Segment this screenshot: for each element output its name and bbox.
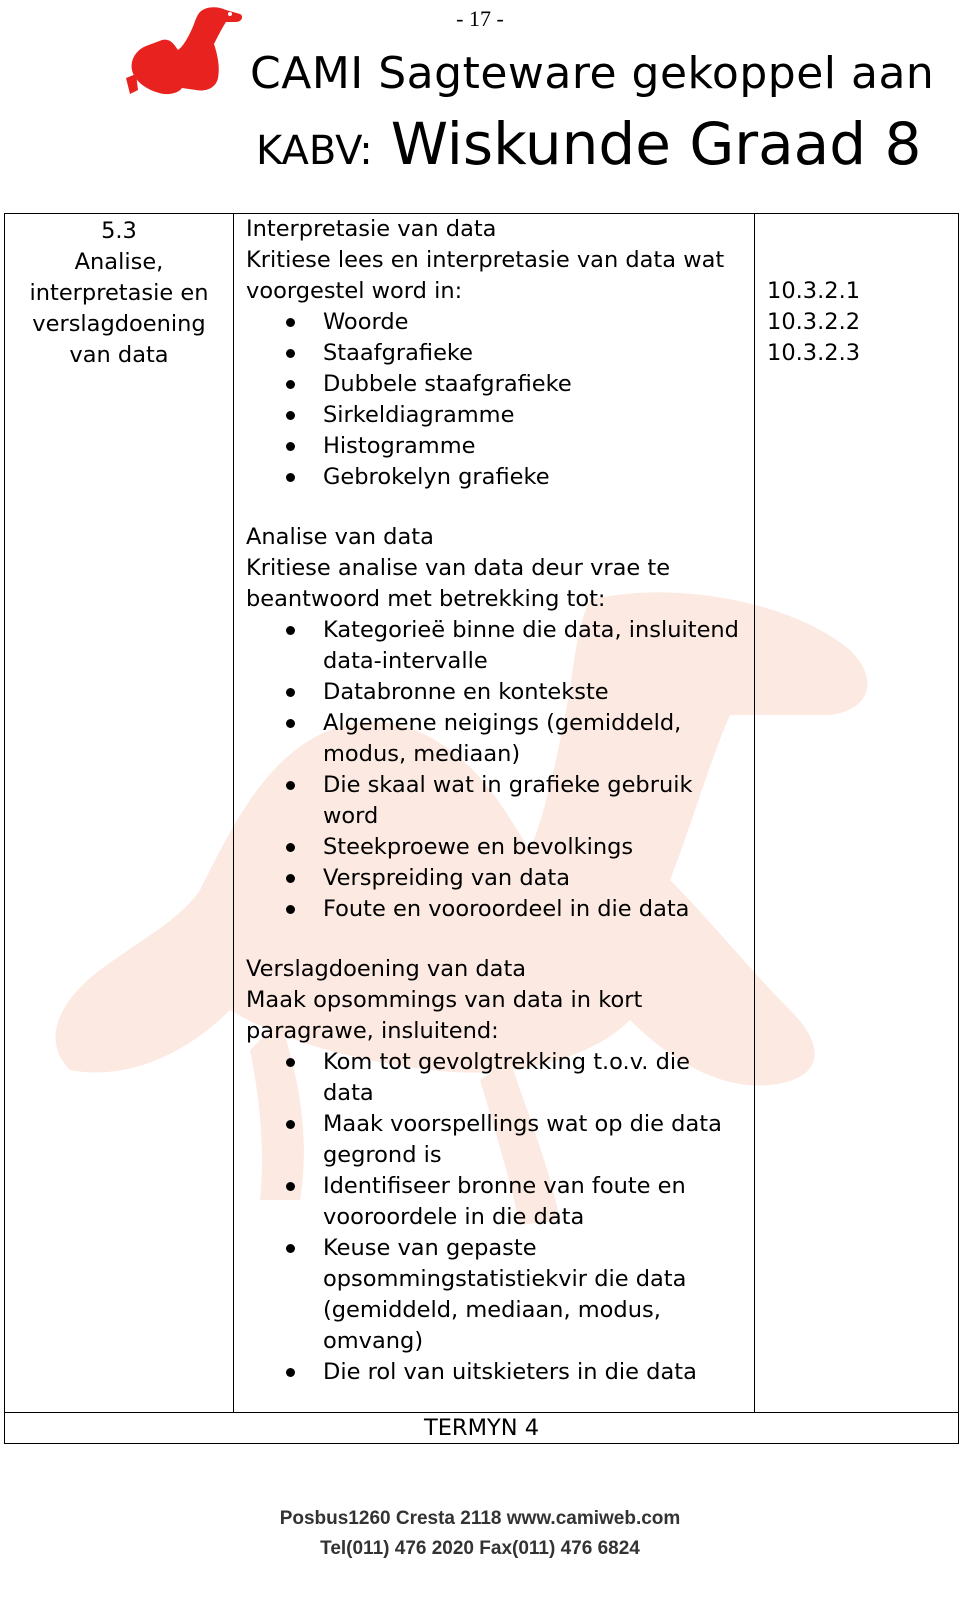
list-item-text: Woorde xyxy=(323,309,409,335)
bullet-dot-icon xyxy=(286,380,295,389)
list-item xyxy=(246,708,746,770)
topic-number: 5.3 xyxy=(101,218,137,244)
list-item-text: Algemene neigings (gemiddeld, modus, mediaan) xyxy=(323,710,682,767)
section-intro: Kritiese analise van data deur vrae te beantwoord met betrekking tot: xyxy=(246,555,671,612)
topic-row xyxy=(5,214,959,1413)
list-item xyxy=(246,400,746,431)
bullet-dot-icon xyxy=(286,473,295,482)
bullet-dot-icon xyxy=(286,1058,295,1067)
bullet-dot-icon xyxy=(286,318,295,327)
term-label: TERMYN 4 xyxy=(5,1413,959,1444)
bullet-dot-icon xyxy=(286,626,295,635)
content-cell xyxy=(234,214,755,1413)
list-item-text: Die skaal wat in grafieke gebruik word xyxy=(323,772,693,829)
list-item xyxy=(246,1233,746,1357)
list-item xyxy=(246,307,746,338)
bullet-list xyxy=(246,307,746,493)
document-title-line2 xyxy=(256,110,921,178)
list-item-text: Identifiseer bronne van foute en vooroordele in die data xyxy=(323,1173,686,1230)
section-analysis xyxy=(246,522,746,925)
bullet-dot-icon xyxy=(286,349,295,358)
list-item-text: Staafgrafieke xyxy=(323,340,474,366)
section-heading: Interpretasie van data xyxy=(246,216,497,242)
bullet-dot-icon xyxy=(286,1368,295,1377)
list-item xyxy=(246,1357,746,1388)
bullet-dot-icon xyxy=(286,1244,295,1253)
bullet-dot-icon xyxy=(286,905,295,914)
list-item xyxy=(246,894,746,925)
list-item-text: Verspreiding van data xyxy=(323,865,571,891)
list-item-text: Die rol van uitskieters in die data xyxy=(323,1359,697,1385)
bullet-dot-icon xyxy=(286,719,295,728)
list-item xyxy=(246,462,746,493)
list-item-text: Kategorieë binne die data, insluitend data-intervalle xyxy=(323,617,739,674)
section-intro: Kritiese lees en interpretasie van data wat voorgestel word in: xyxy=(246,247,725,304)
bullet-dot-icon xyxy=(286,1120,295,1129)
list-item-text: Histogramme xyxy=(323,433,476,459)
bullet-dot-icon xyxy=(286,688,295,697)
list-item xyxy=(246,615,746,677)
bullet-dot-icon xyxy=(286,843,295,852)
list-item xyxy=(246,338,746,369)
list-item-text: Sirkeldiagramme xyxy=(323,402,515,428)
bullet-list xyxy=(246,1047,746,1388)
list-item xyxy=(246,1047,746,1109)
list-item-text: Foute en vooroordeel in die data xyxy=(323,896,690,922)
list-item-text: Dubbele staafgrafieke xyxy=(323,371,572,397)
bullet-dot-icon xyxy=(286,781,295,790)
footer-contact: Tel(011) 476 2020 Fax(011) 476 6824 xyxy=(320,1538,640,1559)
list-item xyxy=(246,832,746,863)
footer-address: Posbus1260 Cresta 2118 www.camiweb.com xyxy=(279,1508,681,1529)
curriculum-reference: 10.3.2.1 xyxy=(767,278,861,304)
list-item-text: Maak voorspellings wat op die data gegrond is xyxy=(323,1111,722,1168)
camel-logo-icon xyxy=(122,4,250,98)
list-item xyxy=(246,369,746,400)
list-item-text: Databronne en kontekste xyxy=(323,679,609,705)
list-item xyxy=(246,431,746,462)
list-item xyxy=(246,1109,746,1171)
document-title-line1: CAMI Sagteware gekoppel aan xyxy=(250,48,935,99)
section-interpretation xyxy=(246,214,746,493)
page-number: - 17 - xyxy=(456,6,504,31)
bullet-dot-icon xyxy=(286,442,295,451)
curriculum-reference: 10.3.2.3 xyxy=(767,340,861,366)
topic-line: Analise, xyxy=(74,249,164,275)
section-reporting xyxy=(246,954,746,1388)
list-item-text: Keuse van gepaste opsommingstatistiekvir die data (gemiddeld, mediaan, modus, omvang) xyxy=(323,1235,687,1354)
title-prefix: KABV: xyxy=(256,128,373,174)
section-heading: Verslagdoening van data xyxy=(246,956,527,982)
bullet-list xyxy=(246,615,746,925)
list-item xyxy=(246,863,746,894)
curriculum-table xyxy=(4,213,959,1444)
list-item-text: Kom tot gevolgtrekking t.o.v. die data xyxy=(323,1049,690,1106)
list-item xyxy=(246,770,746,832)
term-row xyxy=(5,1413,959,1444)
list-item-text: Gebrokelyn grafieke xyxy=(323,464,550,490)
bullet-dot-icon xyxy=(286,411,295,420)
section-intro: Maak opsommings van data in kort paragrawe, insluitend: xyxy=(246,987,643,1044)
list-item xyxy=(246,1171,746,1233)
bullet-dot-icon xyxy=(286,1182,295,1191)
list-item-text: Steekproewe en bevolkings xyxy=(323,834,634,860)
topic-line: verslagdoening xyxy=(32,311,206,337)
topic-line: interpretasie en xyxy=(29,280,209,306)
list-item xyxy=(246,677,746,708)
topic-line: van data xyxy=(69,342,169,368)
curriculum-reference: 10.3.2.2 xyxy=(767,309,861,335)
title-main: Wiskunde Graad 8 xyxy=(390,110,922,178)
section-heading: Analise van data xyxy=(246,524,434,550)
bullet-dot-icon xyxy=(286,874,295,883)
refs-cell xyxy=(755,214,959,1413)
topic-cell xyxy=(5,214,234,1413)
